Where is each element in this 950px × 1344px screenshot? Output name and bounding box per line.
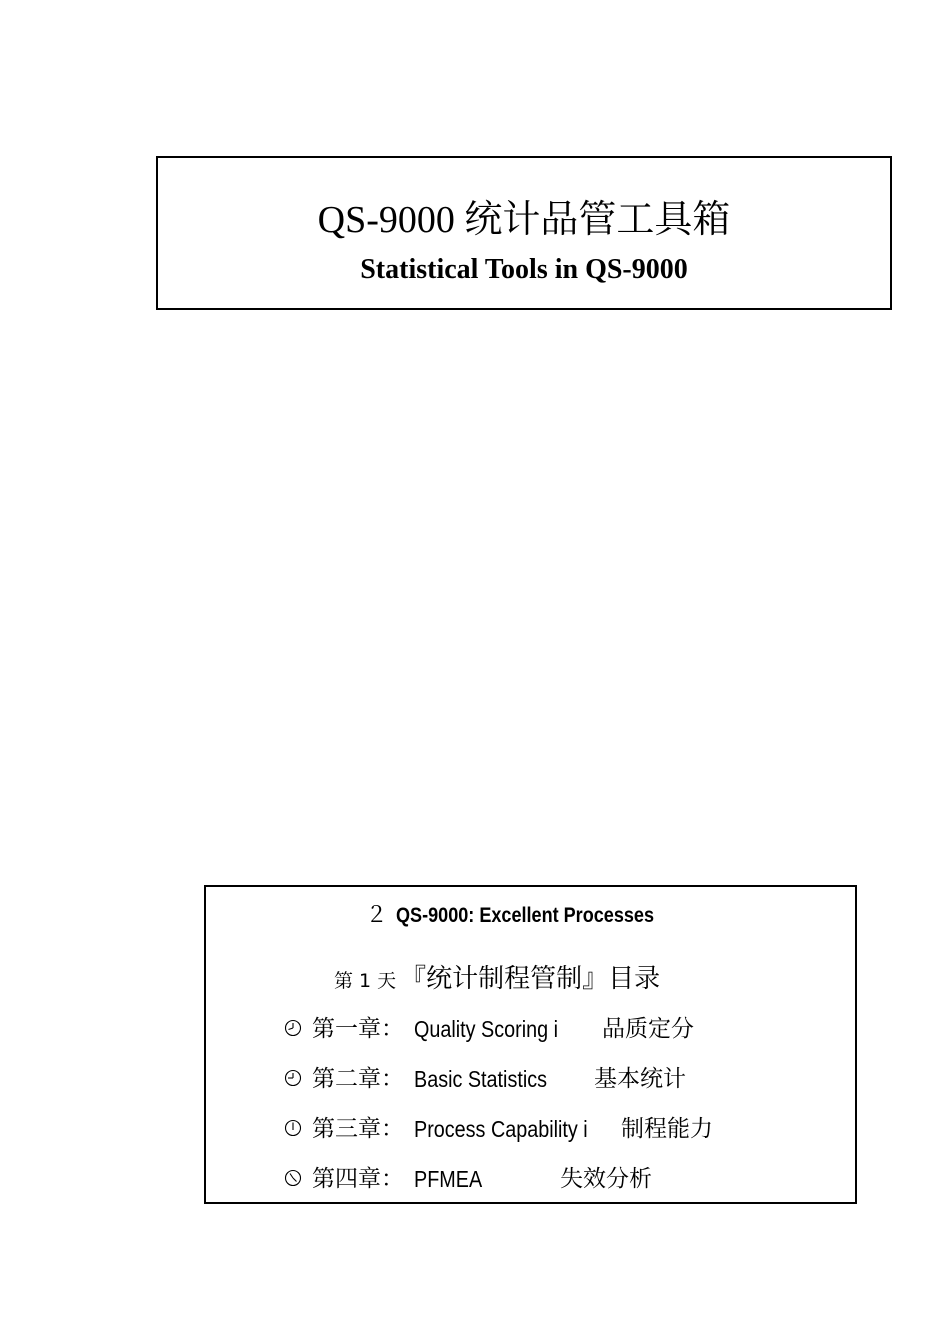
- toc-header: [206, 901, 855, 932]
- chapter-label: 第四章：: [312, 1166, 404, 1192]
- toc-title: 『统计制程管制』目录: [400, 964, 661, 994]
- document-title-chinese: QS-9000 统计品管工具箱: [317, 199, 731, 241]
- chapter-title-chinese: 制程能力: [621, 1116, 713, 1142]
- chapter-label: 第二章：: [312, 1066, 404, 1092]
- chapter-title-english: PFMEA: [414, 1166, 483, 1192]
- clock-icon: [284, 1119, 302, 1137]
- clock-icon: [284, 1069, 302, 1087]
- clock-icon: [284, 1019, 302, 1037]
- chapter-label: 第一章：: [312, 1016, 404, 1042]
- chapter-title-chinese: 失效分析: [560, 1166, 652, 1192]
- table-of-contents-box: [204, 885, 857, 1204]
- chapter-title-chinese: 基本统计: [594, 1066, 686, 1092]
- day-heading: [334, 961, 660, 1000]
- clock-icon: [284, 1169, 302, 1187]
- document-title-english: Statistical Tools in QS-9000: [360, 254, 688, 285]
- chapter-label: 第三章：: [312, 1116, 404, 1142]
- title-box: [156, 156, 892, 310]
- section-number: ２: [365, 903, 388, 928]
- chapter-title-english: Process Capability i: [414, 1116, 588, 1142]
- section-title: QS-9000: Excellent Processes: [395, 904, 654, 927]
- chapter-title-english: Basic Statistics: [414, 1066, 548, 1092]
- day-label: 第 1 天: [334, 970, 397, 992]
- chapter-title-english: Quality Scoring i: [414, 1016, 559, 1042]
- chapter-title-chinese: 品质定分: [602, 1016, 694, 1042]
